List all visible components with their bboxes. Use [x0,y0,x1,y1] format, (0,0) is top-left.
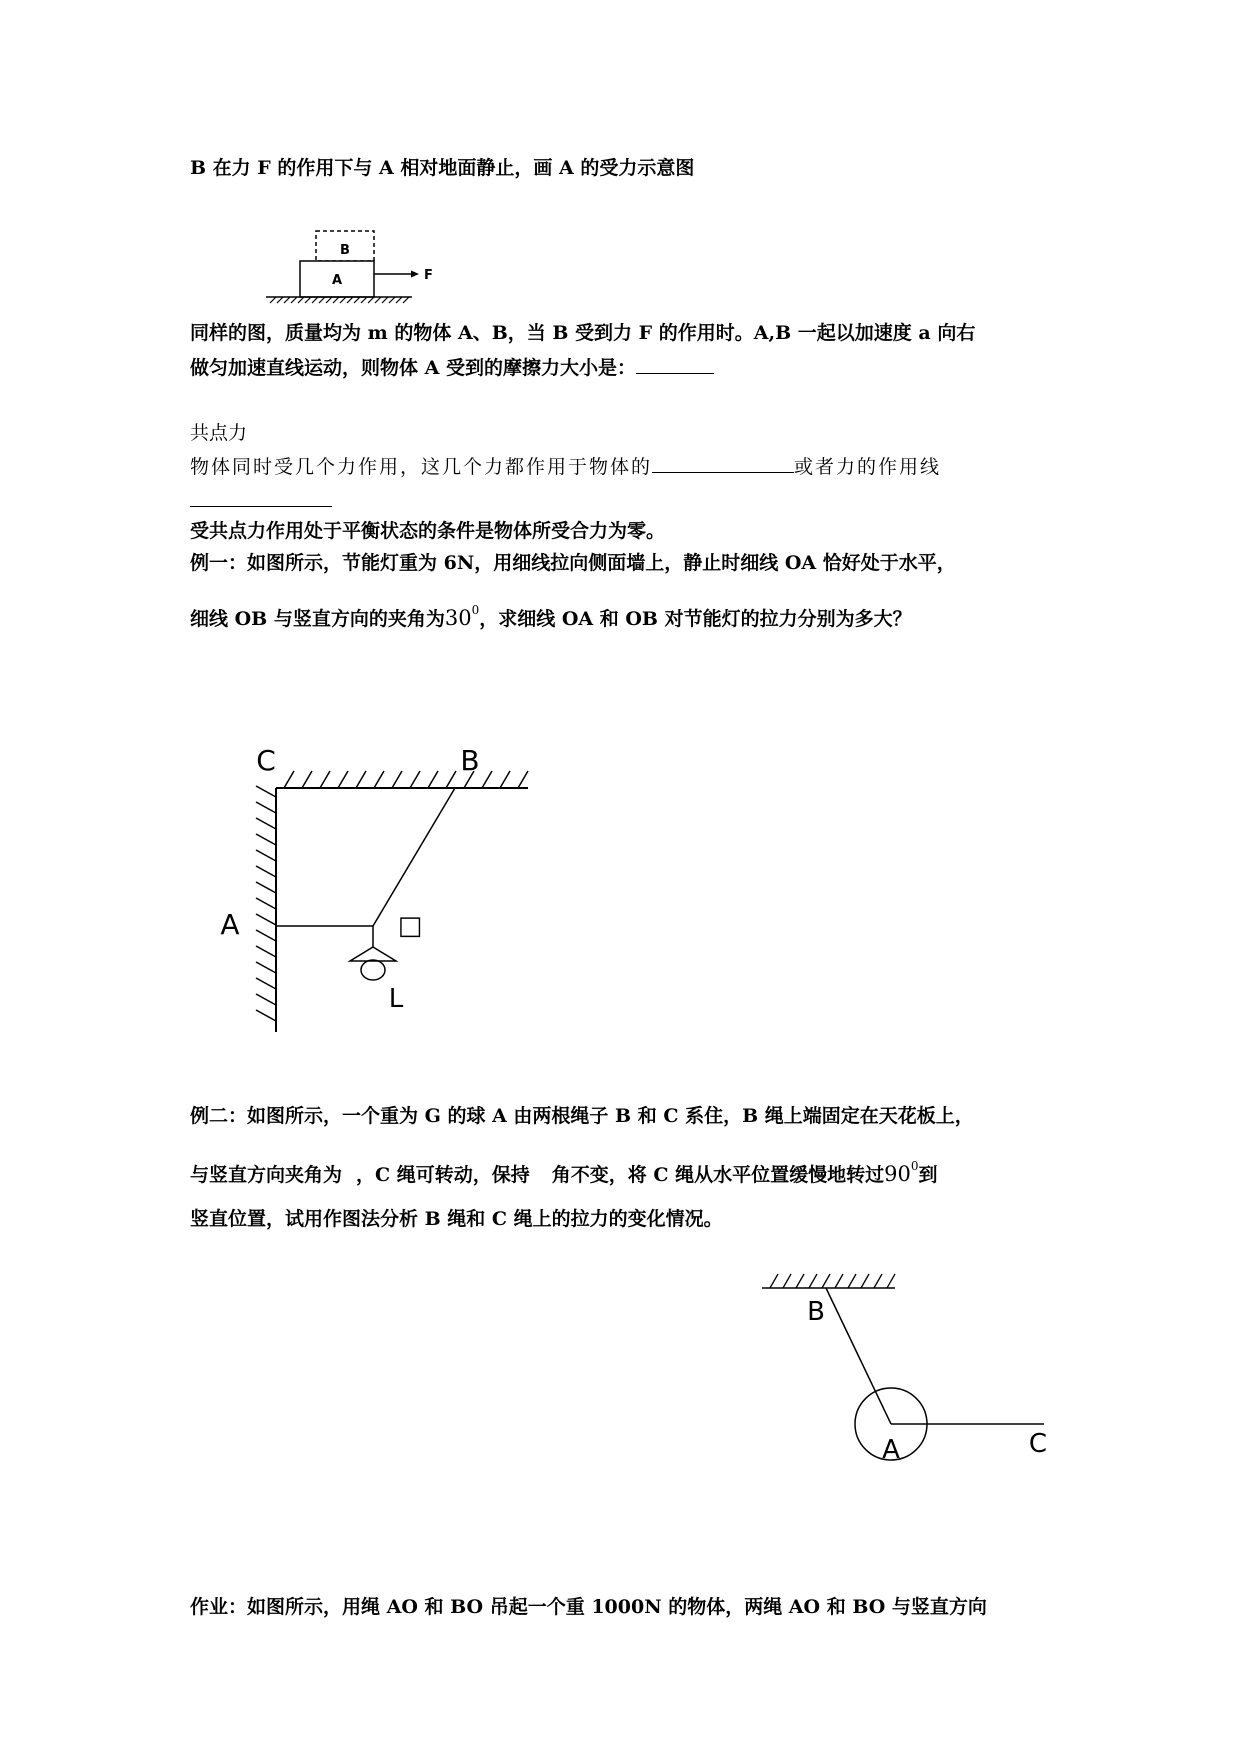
label-l: L [388,984,404,1014]
label-f: F [424,268,433,283]
ceiling-hatch [770,1274,895,1288]
label-a: A [331,273,343,288]
wall-hatch [256,786,276,1021]
text-e1a: 例一：如图所示，节能灯重为 6N，用细线拉向侧面墙上，静止时细线 OA 恰好处于水平， [190,552,956,574]
section-heading: 共点力 [190,422,248,444]
text-e2c: 竖直位置，试用作图法分析 B 绳和 C 绳上的拉力的变化情况。 [190,1208,723,1230]
label-b: B [807,1297,825,1327]
text-p3a: 物体同时受几个力作用，这几个力都作用于物体的 [190,456,653,478]
label-b: B [340,243,350,258]
lamp-bulb-icon [361,960,385,980]
label-c: C [1028,1429,1048,1459]
text-e2b-2: ，C 绳可转动，保持 [356,1164,530,1186]
ceiling-hatch [284,771,528,788]
text-p1: B 在力 F 的作用下与 A 相对地面静止，画 A 的受力示意图 [190,157,695,179]
text-p3b: 或者力的作用线 [794,456,942,478]
label-c: C [256,744,276,777]
text-e1b-pre: 细线 OB 与竖直方向的夹角为 [190,608,445,630]
text-p2a: 同样的图，质量均为 m 的物体 A、B，当 B 受到力 F 的作用时。A,B 一起以加速度 a 向右 [190,322,976,344]
text-p2b-content: 做匀加速直线运动，则物体 A 受到的摩擦力大小是： [190,357,636,379]
figure-lamp [220,744,528,1032]
figure-blocks [266,231,433,303]
text-e2b-3: 角不变，将 C 绳从水平位置缓慢地转过 [551,1164,885,1186]
text-e2a: 例二：如图所示，一个重为 G 的球 A 由两根绳子 B 和 C 系住，B 绳上端固定在天花板上， [190,1105,974,1127]
text-p4: 受共点力作用处于平衡状态的条件是物体所受合力为零。 [190,520,666,542]
lamp-shade-icon [350,947,396,961]
text-e1b-post: ，求细线 OA 和 OB 对节能灯的拉力分别为多大？ [479,608,912,630]
rope-b [826,1288,891,1424]
label-b: B [460,744,480,777]
angle-number: 30 [444,606,472,630]
label-a: A [220,908,240,941]
arrow-head-icon [411,271,419,278]
figure-ball [762,1274,1047,1465]
angle-number-90: 90 [884,1162,911,1186]
text-e2b-1: 与竖直方向夹角为 [190,1164,343,1186]
ground-hatch [270,297,409,303]
label-a: A [882,1435,900,1465]
angle-degree-90: 0 [910,1159,919,1173]
angle-degree: 0 [471,603,480,617]
label-o: □ [397,911,423,941]
text-e2b-4: 到 [918,1164,938,1186]
text-homework: 作业：如图所示，用绳 AO 和 BO 吊起一个重 1000N 的物体，两绳 AO 和 BO 与竖直方向 [190,1596,987,1618]
rope-ob [373,788,455,926]
